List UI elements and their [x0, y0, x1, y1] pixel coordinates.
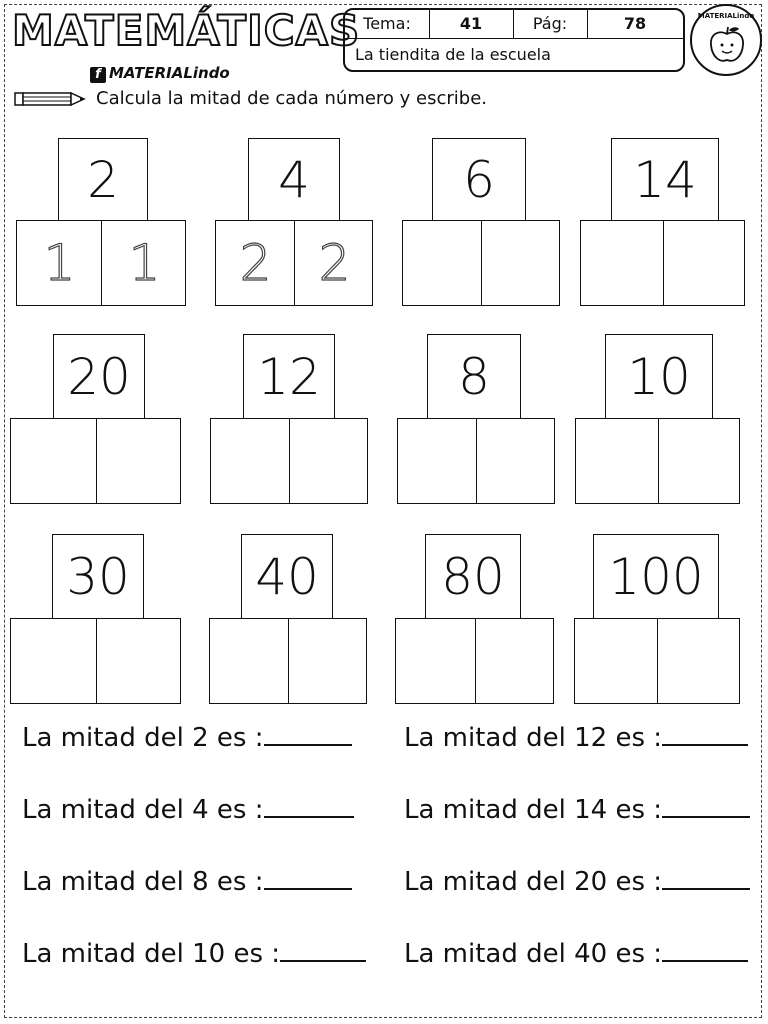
instruction [14, 88, 487, 110]
half-answer-field[interactable]: 2 [318, 234, 351, 292]
pag-label: Pág: [532, 14, 568, 33]
half-answer-field[interactable] [289, 619, 368, 703]
whole-number-box: 100 [593, 534, 719, 619]
half-sentence [404, 794, 750, 825]
half-answer-field[interactable] [210, 619, 289, 703]
half-sentence [404, 722, 748, 753]
half-answer-field[interactable] [403, 221, 482, 305]
sentence-text: La mitad del 4 es : [22, 795, 264, 825]
answer-blank[interactable] [264, 722, 352, 746]
half-answer-field[interactable] [576, 419, 659, 503]
halves-box [16, 220, 186, 306]
topic-subtitle: La tiendita de la escuela [355, 45, 551, 64]
halves-box [397, 418, 555, 504]
half-sentence [404, 938, 748, 969]
pag-value: 78 [623, 14, 647, 33]
instruction-text: Calcula la mitad de cada número y escribe. [96, 88, 488, 109]
half-answer-field[interactable] [575, 619, 658, 703]
brand-name: MATERIALindo [109, 64, 230, 82]
whole-number-box: 14 [611, 138, 719, 221]
whole-number-box: 6 [432, 138, 526, 221]
half-sentence [22, 866, 352, 897]
half-answer-field[interactable] [11, 419, 97, 503]
half-sentence [22, 794, 354, 825]
whole-number-box: 2 [58, 138, 148, 221]
worksheet-title: MATEMÁTICAS [12, 6, 361, 55]
halves-box [402, 220, 560, 306]
half-sentence [404, 866, 750, 897]
sentence-text: La mitad del 14 es : [404, 795, 663, 825]
answer-blank[interactable] [662, 722, 748, 746]
whole-number-box: 80 [425, 534, 521, 619]
half-answer-field[interactable] [396, 619, 476, 703]
brand-badge [690, 4, 762, 76]
answer-blank[interactable] [280, 938, 366, 962]
half-answer-field[interactable] [97, 619, 183, 703]
half-answer-field[interactable]: 1 [43, 234, 76, 292]
answer-blank[interactable] [264, 866, 352, 890]
whole-number-box: 20 [53, 334, 145, 419]
half-answer-field[interactable] [581, 221, 664, 305]
half-answer-field[interactable] [659, 419, 742, 503]
half-answer-field[interactable] [477, 419, 556, 503]
halves-box [574, 618, 740, 704]
half-sentence [22, 938, 366, 969]
sentence-text: La mitad del 20 es : [404, 867, 663, 897]
sentence-text: La mitad del 12 es : [404, 723, 663, 753]
halves-box [209, 618, 367, 704]
whole-number-box: 30 [52, 534, 144, 619]
half-answer-field[interactable] [290, 419, 369, 503]
sentence-text: La mitad del 10 es : [22, 939, 281, 969]
whole-number-box: 12 [243, 334, 335, 419]
halves-box [10, 618, 181, 704]
answer-blank[interactable] [662, 938, 748, 962]
halves-box [215, 220, 373, 306]
sentence-text: La mitad del 8 es : [22, 867, 264, 897]
half-answer-field[interactable] [97, 419, 183, 503]
info-box [343, 8, 685, 72]
halves-box [580, 220, 745, 306]
half-answer-field[interactable] [11, 619, 97, 703]
brand-logo [90, 64, 230, 83]
half-answer-field[interactable] [211, 419, 290, 503]
half-answer-field[interactable] [664, 221, 747, 305]
half-sentence [22, 722, 352, 753]
answer-blank[interactable] [264, 794, 354, 818]
halves-box [210, 418, 368, 504]
half-answer-field[interactable] [398, 419, 477, 503]
whole-number-box: 4 [248, 138, 340, 221]
whole-number-box: 8 [427, 334, 521, 419]
sentence-text: La mitad del 2 es : [22, 723, 264, 753]
half-answer-field[interactable] [658, 619, 741, 703]
badge-text: MATERIALindo [697, 12, 755, 20]
facebook-icon: f [90, 67, 106, 83]
whole-number-box: 10 [605, 334, 713, 419]
tema-value: 41 [459, 14, 483, 33]
halves-box [395, 618, 554, 704]
half-answer-field[interactable] [476, 619, 556, 703]
half-answer-field[interactable]: 2 [239, 234, 272, 292]
tema-label: Tema: [363, 14, 411, 33]
answer-blank[interactable] [662, 866, 750, 890]
halves-box [10, 418, 181, 504]
pencil-icon [14, 88, 90, 110]
half-answer-field[interactable] [482, 221, 561, 305]
answer-blank[interactable] [662, 794, 750, 818]
whole-number-box: 40 [241, 534, 333, 619]
info-row-top [345, 10, 683, 39]
sentence-text: La mitad del 40 es : [404, 939, 663, 969]
half-answer-field[interactable]: 1 [128, 234, 161, 292]
apple-icon [706, 24, 748, 66]
halves-box [575, 418, 740, 504]
